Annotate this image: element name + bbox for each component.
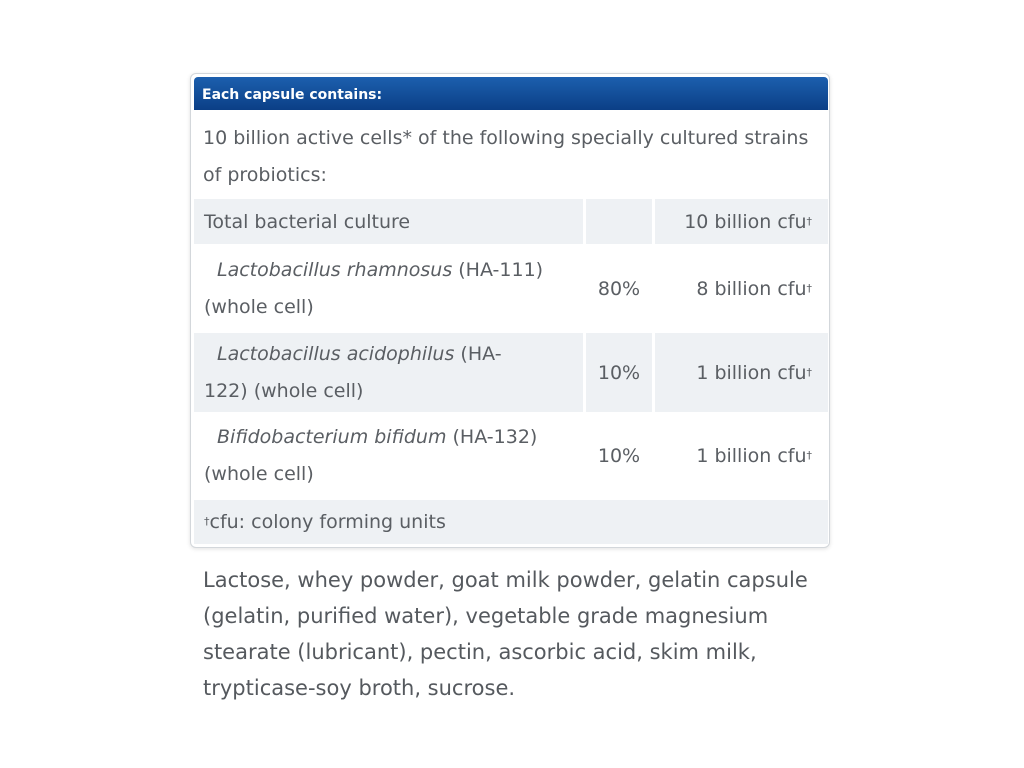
strain-2-line-1	[204, 336, 583, 373]
strain-3-percent: 10%	[597, 445, 641, 467]
strain-row-3-percent	[586, 417, 652, 495]
strain-3-code: (HA-132)	[446, 426, 538, 448]
strain-2-percent: 10%	[597, 361, 641, 384]
total-culture-amount: 10 billion cfu	[684, 210, 807, 233]
strain-row-1-amount: 8 billion cfu †	[696, 278, 812, 300]
strain-row-3-name	[194, 417, 583, 495]
strain-3-amount: 1 billion cfu	[696, 445, 807, 467]
strain-3-species: Bifidobacterium bifidum	[217, 426, 447, 448]
footnote-row: † cfu: colony forming units	[194, 500, 828, 544]
strain-1-species: Lactobacillus rhamnosus	[217, 259, 453, 281]
strain-2-amount: 1 billion cfu	[696, 361, 807, 384]
strain-row-1-name	[194, 250, 583, 328]
strain-1-line-1	[204, 252, 583, 289]
total-culture-label-cell	[194, 199, 583, 244]
strain-1-amount: 8 billion cfu	[696, 278, 807, 300]
intro-text: 10 billion active cells* of the following specially cultured strains of probiotics:	[203, 127, 809, 186]
strain-1-code: (HA-111)	[452, 259, 544, 281]
strain-2-species: Lactobacillus acidophilus	[217, 342, 455, 365]
panel-header: Each capsule contains:	[194, 77, 828, 110]
ingredients-text: Lactose, whey powder, goat milk powder, gelatin capsule (gelatin, purified water), vegetable grade magnesium stearate (lubricant), pectin, ascorbic acid, skim milk, trypticase-soy broth, sucrose.	[203, 568, 808, 700]
strain-1-line-2: (whole cell)	[204, 296, 314, 318]
strain-row-1-percent	[586, 250, 652, 328]
strain-2-code: (HA-	[454, 342, 502, 365]
strain-row-2-percent	[586, 333, 652, 412]
strain-3-line-2: (whole cell)	[204, 463, 314, 485]
total-culture-label: Total bacterial culture	[204, 210, 411, 233]
total-culture-amount-cell: 10 billion cfu †	[655, 199, 828, 244]
footnote-text: cfu: colony forming units	[209, 511, 446, 533]
strain-1-percent: 80%	[597, 278, 641, 300]
strain-2-line-2: 122) (whole cell)	[204, 379, 364, 402]
strain-3-line-1	[204, 419, 583, 456]
strain-row-2-name	[194, 333, 583, 412]
strain-row-3-amount: 1 billion cfu †	[696, 445, 812, 467]
strain-row-2-amount: 1 billion cfu †	[655, 333, 828, 412]
total-culture-percent-cell	[586, 199, 652, 244]
